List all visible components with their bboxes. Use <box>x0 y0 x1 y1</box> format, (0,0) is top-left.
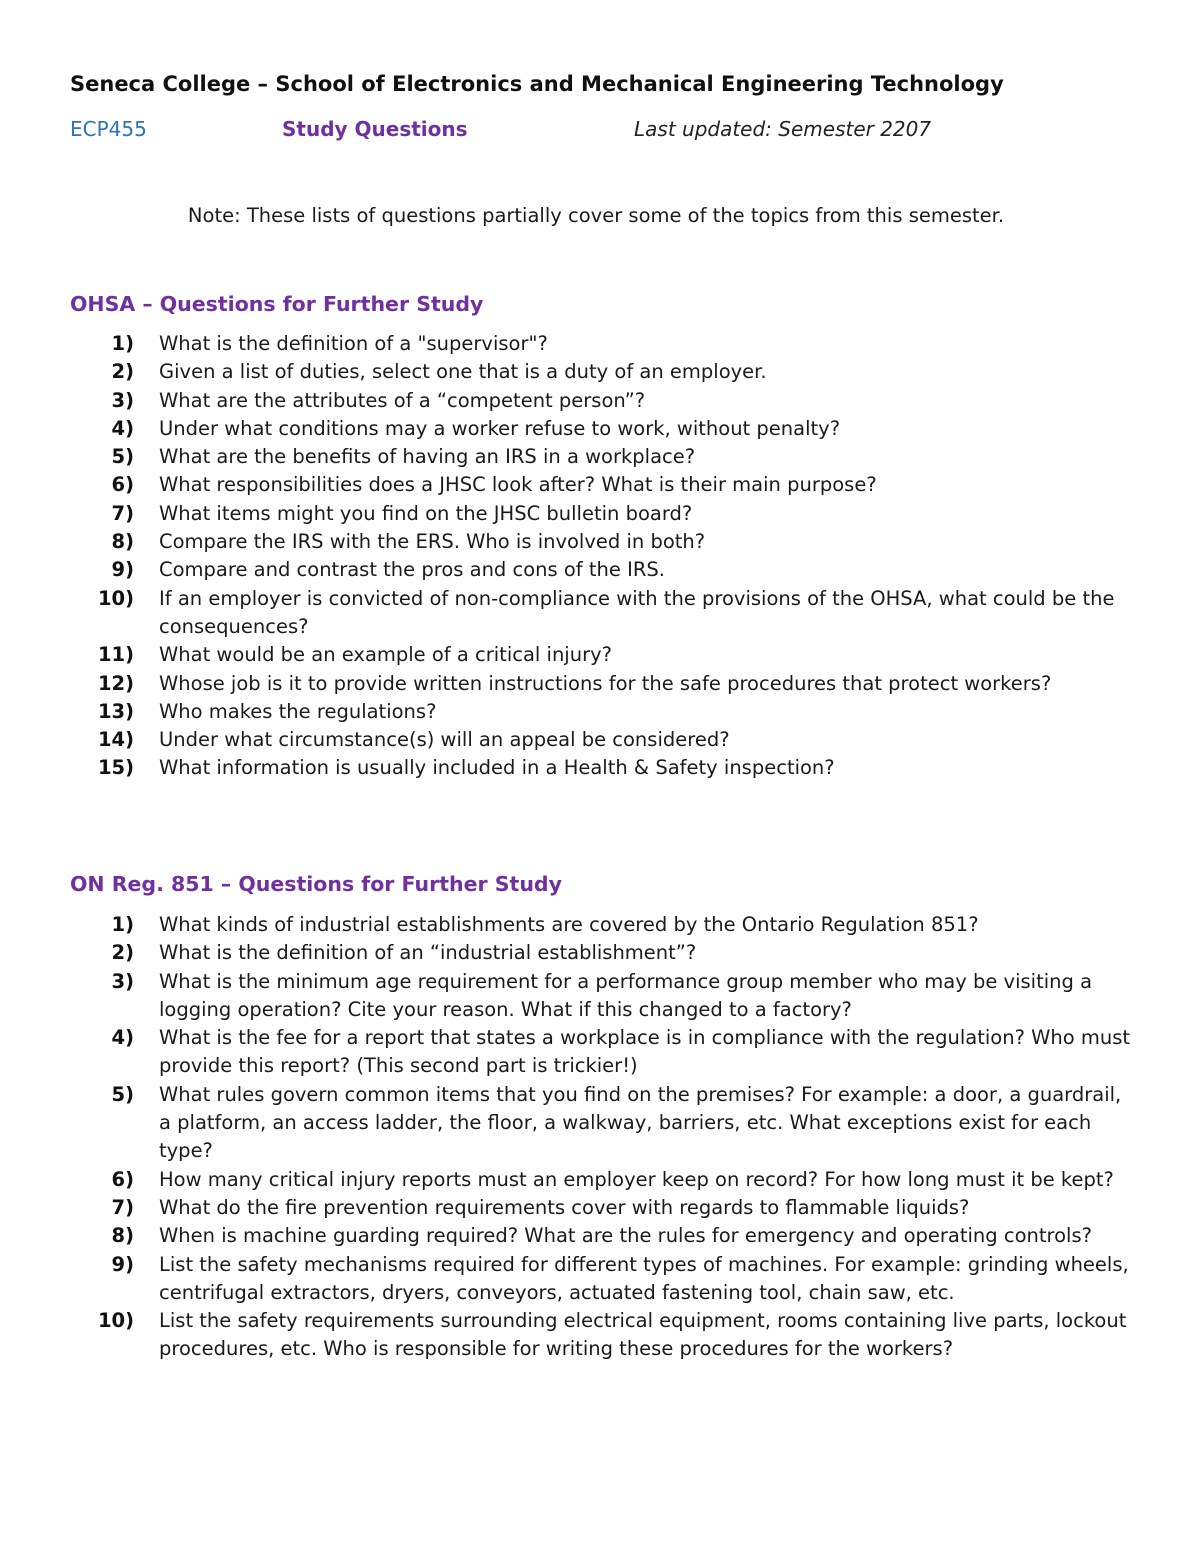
question-item <box>0 358 1200 386</box>
question-number: 11) <box>97 643 134 667</box>
question-text: List the safety requirements surrounding electrical equipment, rooms containing live parts, lockout procedures, etc. Who is responsible for writing these procedures for the workers? <box>159 1309 1127 1361</box>
question-item <box>0 330 1200 358</box>
question-text: If an employer is convicted of non-compliance with the provisions of the OHSA, what could be the consequences? <box>159 586 1115 638</box>
question-number: 2) <box>111 360 134 384</box>
question-item <box>0 754 1200 782</box>
section-title-reg-851: ON Reg. 851 – Questions for Further Study <box>70 872 562 896</box>
question-item <box>0 1194 1200 1222</box>
question-item <box>0 968 1200 1025</box>
question-number: 2) <box>111 941 134 965</box>
question-item <box>0 1307 1200 1364</box>
question-number: 10) <box>97 1309 134 1333</box>
question-text: What information is usually included in a Health & Safety inspection? <box>159 756 835 780</box>
question-number: 4) <box>111 416 134 440</box>
question-text: What is the definition of an “industrial establishment”? <box>159 941 697 965</box>
question-item <box>0 1251 1200 1308</box>
question-item <box>0 415 1200 443</box>
question-number: 9) <box>111 1252 134 1276</box>
question-text: What would be an example of a critical injury? <box>159 643 612 667</box>
question-item <box>0 387 1200 415</box>
question-text: What rules govern common items that you find on the premises? For example: a door, a guardrail, a platform, an access ladder, the floor, a walkway, barriers, etc. What exceptions exist for each type? <box>159 1082 1122 1163</box>
question-item <box>0 500 1200 528</box>
course-info-line <box>70 117 1130 145</box>
question-text: How many critical injury reports must an employer keep on record? For how long must it be kept? <box>159 1167 1114 1191</box>
question-number: 6) <box>111 1167 134 1191</box>
question-text: What do the fire prevention requirements cover with regards to flammable liquids? <box>159 1195 970 1219</box>
question-item <box>0 726 1200 754</box>
question-number: 8) <box>111 530 134 554</box>
question-text: What is the definition of a "supervisor"? <box>159 332 548 355</box>
question-item <box>0 698 1200 726</box>
question-text: When is machine guarding required? What are the rules for emergency and operating controls? <box>159 1224 1092 1248</box>
question-text: List the safety mechanisms required for different types of machines. For example: grinding wheels, centrifugal extractors, dryers, conveyors, actuated fastening tool, chain saw, etc. <box>159 1252 1129 1304</box>
question-item <box>0 556 1200 584</box>
question-item <box>0 670 1200 698</box>
document-type: Study Questions <box>282 117 468 141</box>
question-item <box>0 939 1200 967</box>
question-item <box>0 911 1200 939</box>
question-number: 8) <box>111 1224 134 1248</box>
question-number: 6) <box>111 473 134 497</box>
question-number: 3) <box>111 388 134 412</box>
question-text: What is the fee for a report that states a workplace is in compliance with the regulation? Who must provide this report? (This second part is trickier!) <box>159 1026 1131 1078</box>
question-number: 13) <box>97 699 134 723</box>
question-text: Under what conditions may a worker refuse to work, without penalty? <box>159 416 841 440</box>
question-number: 1) <box>111 913 134 936</box>
question-list-ohsa <box>0 330 1200 783</box>
question-item <box>0 471 1200 499</box>
question-text: What kinds of industrial establishments are covered by the Ontario Regulation 851? <box>159 913 979 936</box>
question-item <box>0 443 1200 471</box>
question-number: 3) <box>111 969 134 993</box>
question-text: What are the benefits of having an IRS in a workplace? <box>159 445 696 469</box>
question-number: 7) <box>111 501 134 525</box>
note-text: Note: These lists of questions partially cover some of the topics from this semester. <box>187 204 1005 227</box>
question-list-reg-851 <box>0 911 1200 1364</box>
question-text: What responsibilities does a JHSC look after? What is their main purpose? <box>159 473 877 497</box>
question-number: 7) <box>111 1195 134 1219</box>
question-item <box>0 1222 1200 1250</box>
question-number: 15) <box>97 756 134 780</box>
question-number: 10) <box>97 586 134 610</box>
question-text: What are the attributes of a “competent person”? <box>159 388 646 412</box>
document-header-title: Seneca College – School of Electronics and Mechanical Engineering Technology <box>70 72 1004 96</box>
question-number: 4) <box>111 1026 134 1050</box>
question-item <box>0 641 1200 669</box>
question-item <box>0 528 1200 556</box>
question-text: Whose job is it to provide written instructions for the safe procedures that protect workers? <box>159 671 1052 695</box>
question-item <box>0 1166 1200 1194</box>
question-text: Compare and contrast the pros and cons of the IRS. <box>159 558 665 582</box>
question-text: What is the minimum age requirement for a performance group member who may be visiting a logging operation? Cite your reason. What if this changed to a factory? <box>159 969 1093 1021</box>
question-item <box>0 1081 1200 1166</box>
question-number: 1) <box>111 332 134 355</box>
question-text: Who makes the regulations? <box>159 699 437 723</box>
last-updated: Last updated: Semester 2207 <box>634 117 932 141</box>
question-text: Under what circumstance(s) will an appeal be considered? <box>159 728 730 752</box>
section-title-ohsa: OHSA – Questions for Further Study <box>70 292 484 316</box>
course-code: ECP455 <box>70 117 147 141</box>
question-number: 14) <box>97 728 134 752</box>
question-text: Given a list of duties, select one that is a duty of an employer. <box>159 360 767 384</box>
question-item <box>0 1024 1200 1081</box>
question-text: Compare the IRS with the ERS. Who is involved in both? <box>159 530 706 554</box>
question-item <box>0 585 1200 642</box>
question-number: 12) <box>97 671 134 695</box>
question-number: 5) <box>111 445 134 469</box>
question-number: 9) <box>111 558 134 582</box>
question-text: What items might you find on the JHSC bulletin board? <box>159 501 693 525</box>
question-number: 5) <box>111 1082 134 1106</box>
